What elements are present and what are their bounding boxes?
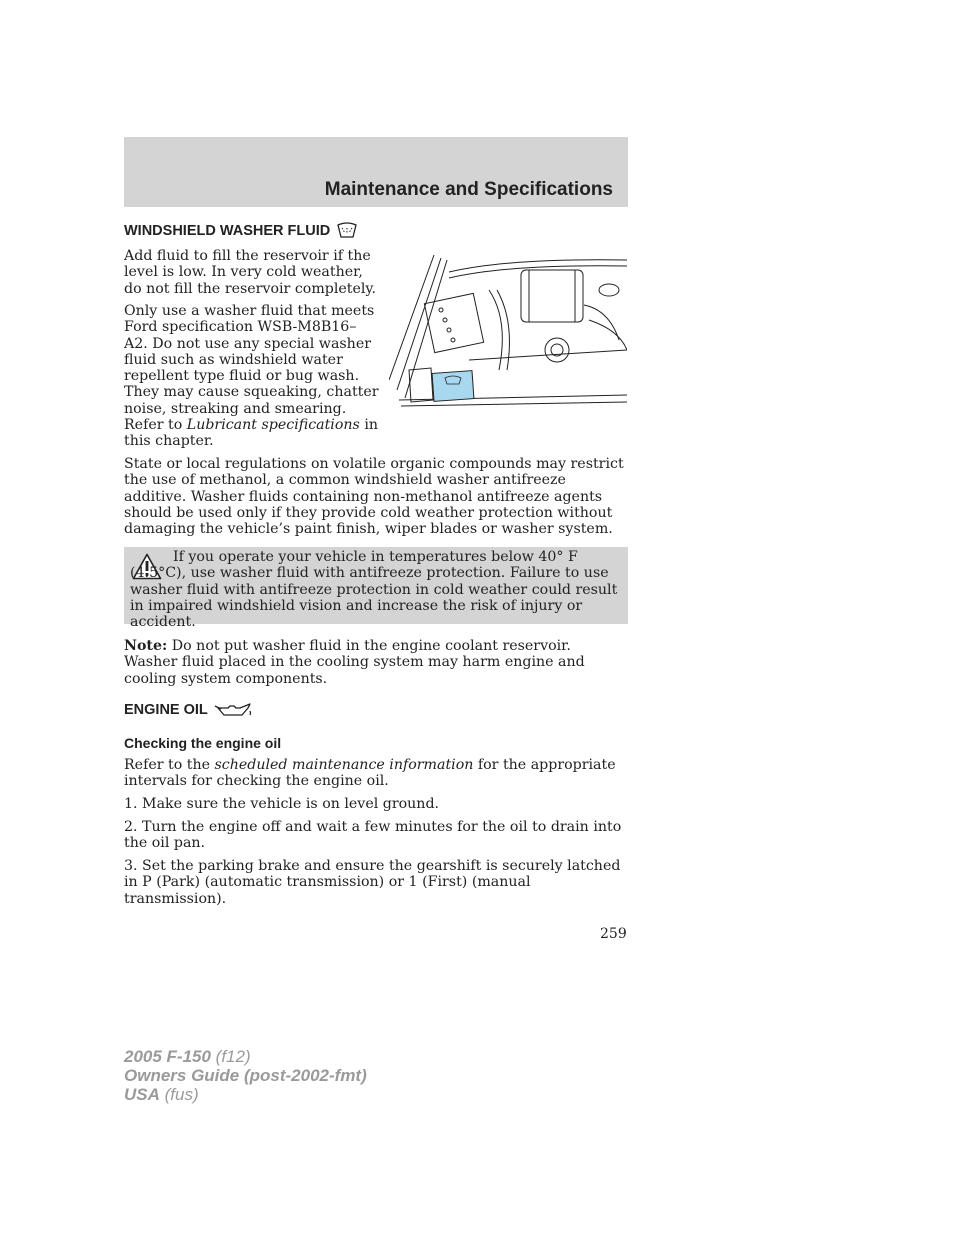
- engine-compartment-illustration: [389, 250, 627, 410]
- warning-box: [124, 547, 628, 631]
- lubricant-specifications-ref: Lubricant specifications: [186, 417, 360, 434]
- note-label: Note:: [124, 638, 168, 654]
- note-text: Do not put washer fluid in the engine coolant reservoir. Washer fluid placed in the cooling system may harm engine and cooling system components.: [124, 638, 585, 687]
- oil-can-icon: [214, 702, 252, 718]
- oil-step-3: 3. Set the parking brake and ensure the gearshift is securely latched in P (Park) (automatic transmission) or 1 (First) (manual transmission).: [124, 858, 621, 907]
- oil-intro-paragraph: [124, 757, 628, 790]
- checking-oil-subheading: Checking the engine oil: [124, 735, 282, 751]
- footer-line-2: Owners Guide (post-2002-fmt): [124, 1066, 367, 1085]
- washer-reservoir: [432, 371, 474, 402]
- footer-model: 2005 F-150: [124, 1047, 211, 1066]
- footer-line-1: [124, 1047, 367, 1066]
- washer-fluid-heading-text: WINDSHIELD WASHER FLUID: [124, 223, 331, 239]
- oil-step-2: 2. Turn the engine off and wait a few minutes for the oil to drain into the oil pan.: [124, 819, 622, 852]
- scheduled-maintenance-ref: scheduled maintenance information: [214, 757, 474, 773]
- washer-fluid-icon: [336, 222, 358, 240]
- oil-intro-tail: for the appropriate intervals for checking the engine oil.: [124, 757, 616, 790]
- page-number: 259: [600, 926, 627, 942]
- washer-p2-text: Only use a washer fluid that meets Ford specification WSB-M8B16–A2. Do not use any special washer fluid such as windshield water repellent type fluid or bug wash. They may cause squeaking, chatter noise, streaking and smearing. Refer to: [124, 303, 379, 434]
- footer-model-code: (f12): [210, 1047, 251, 1066]
- washer-p2-tail: in this chapter.: [124, 417, 378, 450]
- section-title: Maintenance and Specifications: [324, 179, 613, 200]
- section-header: [124, 137, 628, 207]
- footer-market-code: (fus): [159, 1085, 199, 1104]
- washer-fluid-heading: [124, 222, 358, 240]
- washer-paragraph-3: State or local regulations on volatile organic compounds may restrict the use of methanol, a common windshield washer antifreeze additive. Washer fluids containing non-methanol antifreeze agents should be used only if they provide cold weather protection without damaging the vehicle’s paint finish, wiper blades or washer system.: [124, 456, 624, 538]
- document-footer: [124, 1047, 367, 1104]
- washer-paragraph-1: Add fluid to fill the reservoir if the level is low. In very cold weather, do not fill the reservoir completely.: [124, 248, 377, 297]
- washer-paragraph-2: [124, 303, 379, 450]
- engine-oil-heading-text: ENGINE OIL: [124, 702, 208, 718]
- oil-intro-text: Refer to the: [124, 757, 215, 773]
- warning-text-body: If you operate your vehicle in temperatures below 40° F (4.5°C), use washer fluid with antifreeze protection. Failure to use washer fluid with antifreeze protection in cold weather could result in impaired windshield vision and increase the risk of injury or accident.: [130, 549, 618, 631]
- engine-oil-heading: [124, 702, 252, 718]
- note-paragraph: [124, 638, 628, 687]
- footer-line-3: [124, 1085, 367, 1104]
- warning-text: [130, 549, 620, 630]
- oil-step-1: 1. Make sure the vehicle is on level ground.: [124, 796, 440, 812]
- footer-market: USA: [124, 1085, 160, 1104]
